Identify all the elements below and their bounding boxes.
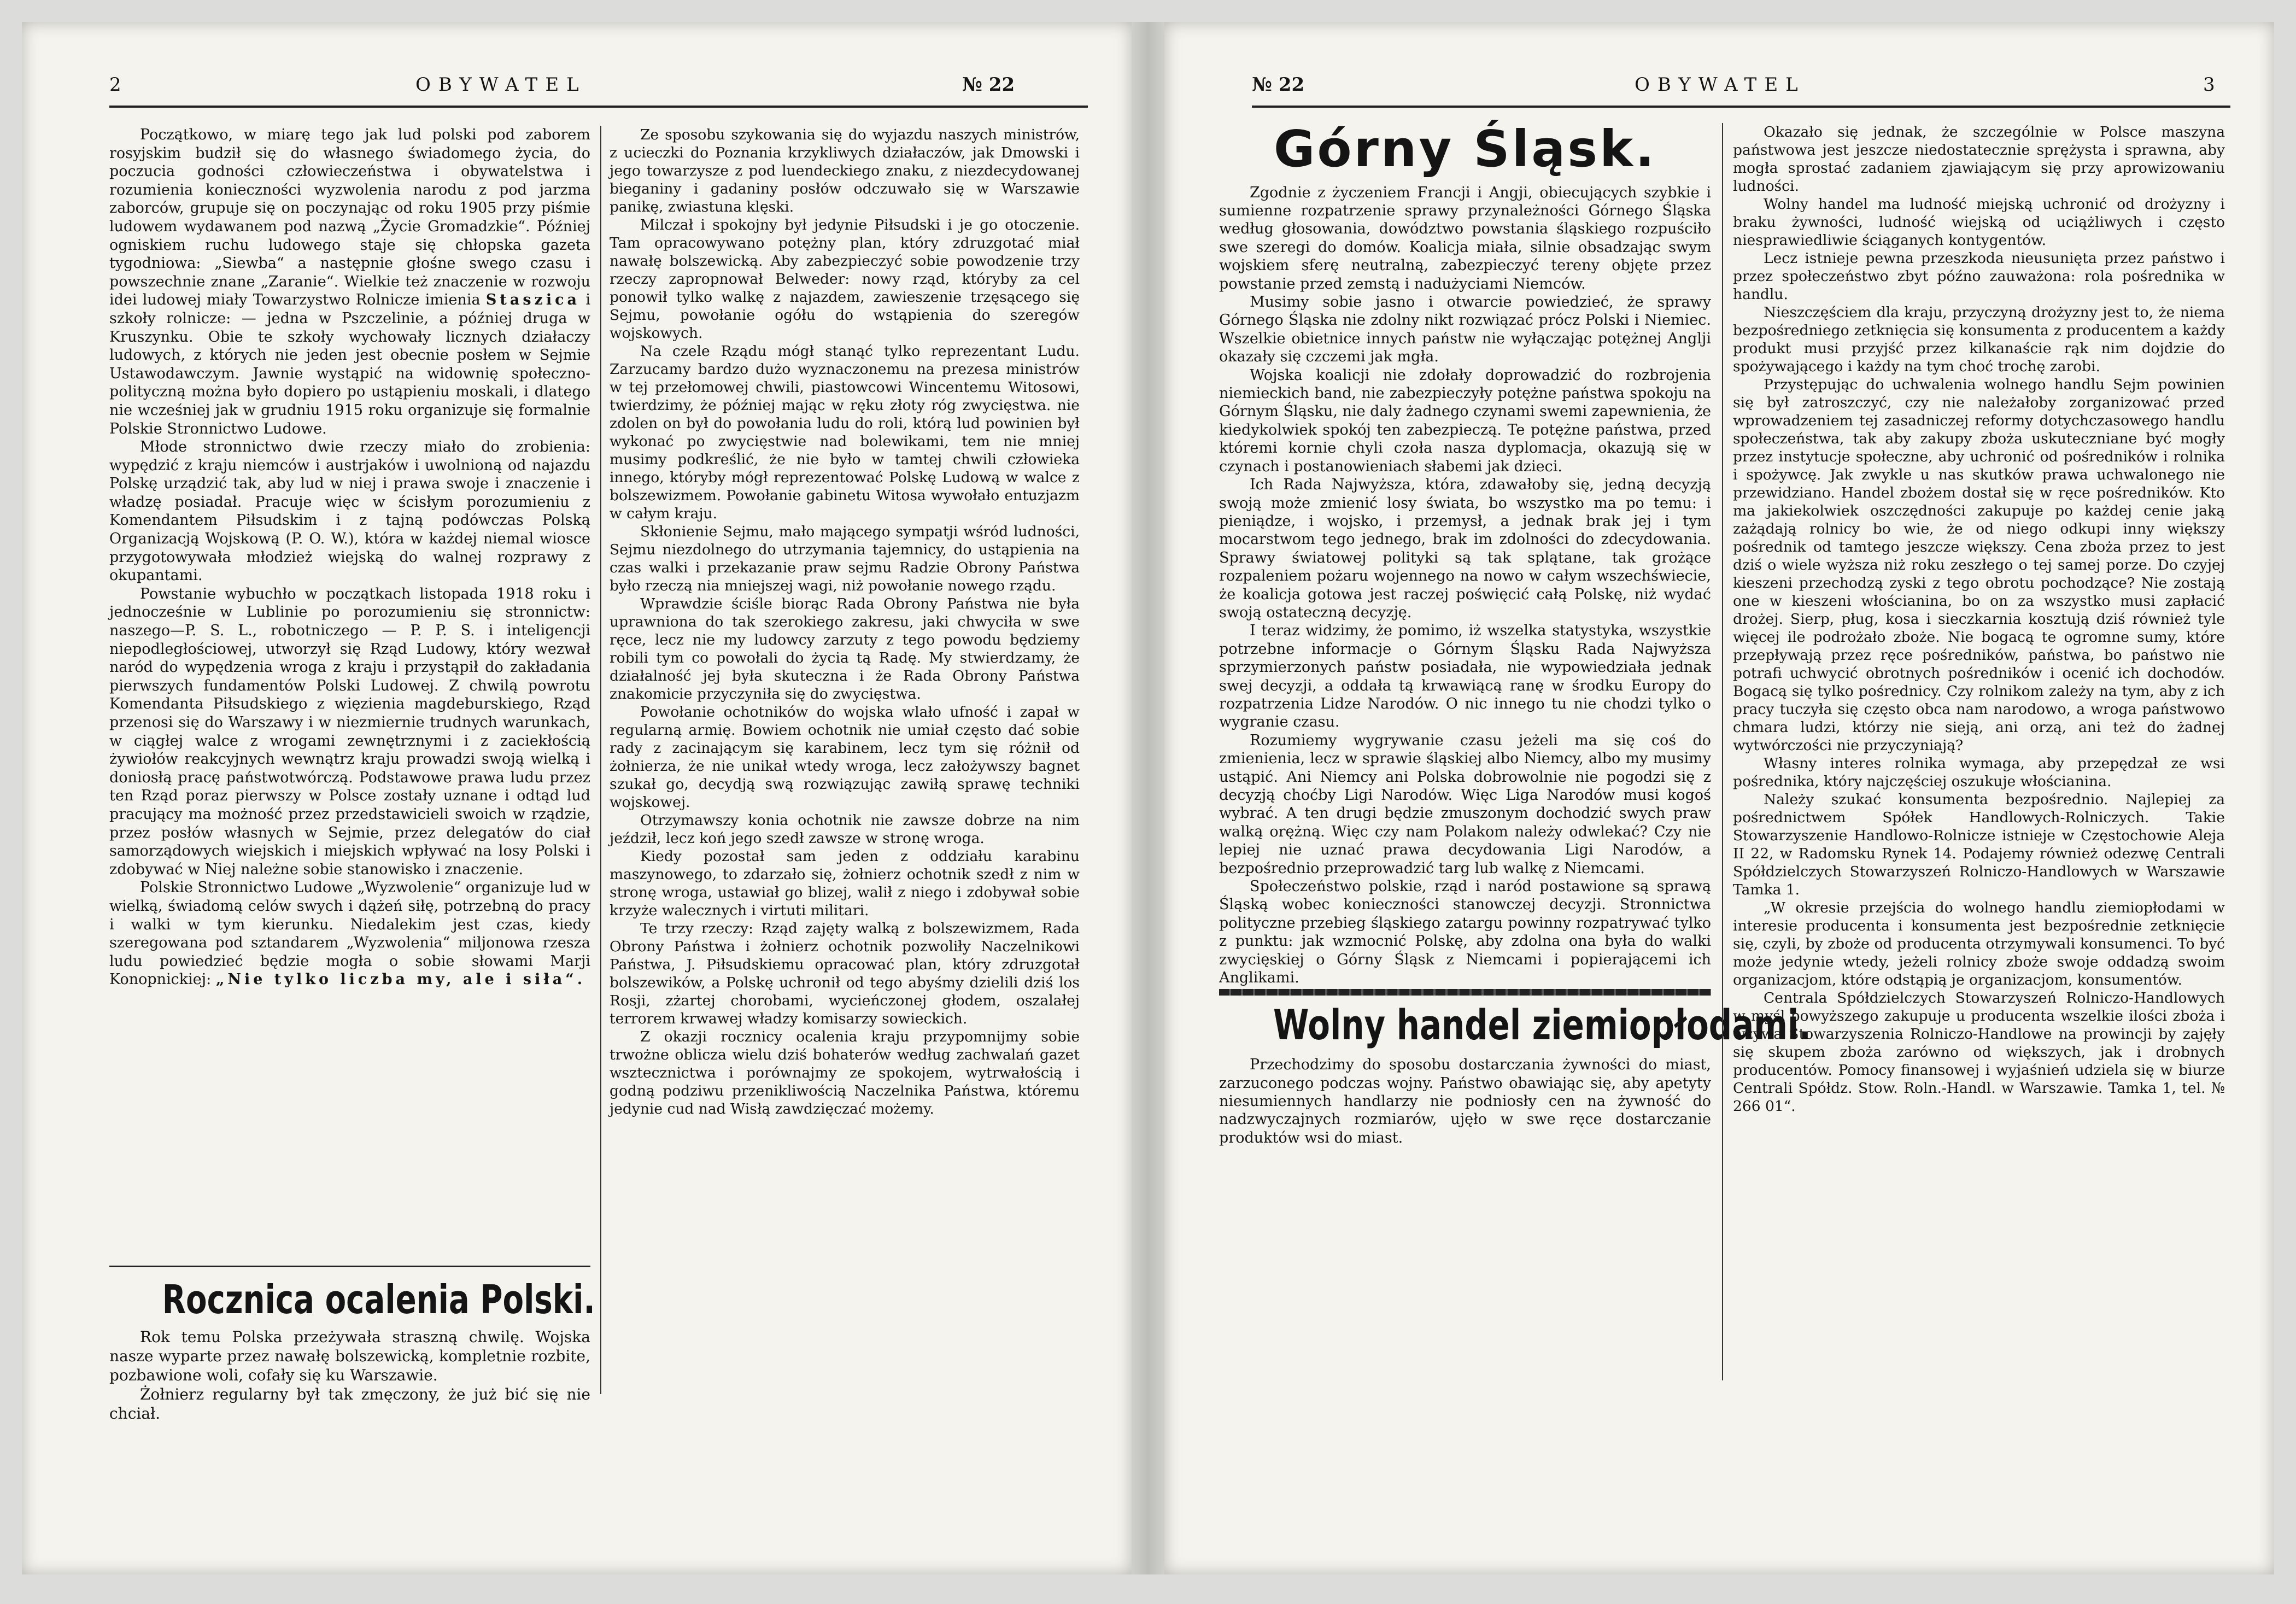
right-running-head <box>1252 74 2230 107</box>
article-headline: Rocznica ocalenia Polski. <box>162 1277 595 1322</box>
page-gutter <box>1132 22 1164 1574</box>
paragraph: Własny interes rolnika wymaga, aby przepędzał ze wsi pośrednika, który najczęściej oszukuje włościanina. <box>1733 755 2225 790</box>
paragraph: Te trzy rzeczy: Rząd zajęty walką z bolszewizmem, Rada Obrony Państwa i żołnierz ochotnik pozwoliły Naczelnikowi Państwa, J. Piłsudskiemu opracować plan, który zdruzgotał bolszewików, a Polskę uchronił od tego abyśmy dzielili dziś los Rosji, zżartej chorobami, wycieńczonej głodem, oszalałej terrorem krwawej władzy komisarzy sowieckich. <box>610 920 1080 1027</box>
paragraph: Musimy sobie jasno i otwarcie powiedzieć, że sprawy Górnego Śląska nie zdolny nikt rozwiązać prócz Polski i Niemiec. Wszelkie obietnice innych państw nie wyłączając potężnej Anglji okazały się czczemi jak mgła. <box>1219 294 1711 366</box>
ornamental-divider <box>1219 989 1711 996</box>
paragraph: Skłonienie Sejmu, mało mającego sympatji wśród ludności, Sejmu niezdolnego do utrzymania tajemnicy, do ustąpienia na czas walki i przekazanie praw sejmu Radzie Obrony Państwa było rzeczą nia mniejszej wagi, niż powołanie nowego rządu. <box>610 523 1080 594</box>
paragraph: Milczał i spokojny był jedynie Piłsudski i je go otoczenie. Tam opracowywano potężny plan, który zdruzgotać miał nawałę bolszewicką. Aby zabezpieczyć sobie powodzenie trzy rzeczy zapropnował Belweder: nowy rząd, któryby za cel ponowił tylko walkę z najazdem, zawieszenie trzęsącego się Sejmu, powołanie ogółu do wstąpienia do szeregów wojskowych. <box>610 216 1080 342</box>
paragraph: Z okazji rocznicy ocalenia kraju przypomnijmy sobie trwożne oblicza wielu dziś bohaterów według zachwalań gazet wsztecznictwa i porównajmy ze spokojem, wytrwałością i godną podziwu przenikliwością Naczelnika Państwa, któremu jedynie cud nad Wisłą zawdzięczać możemy. <box>610 1028 1080 1117</box>
paragraph: Wolny handel ma ludność miejską uchronić od drożyzny i braku żywności, ludność wiejską od uciążliwych i często niesprawiedliwie ściąganych kontygentów. <box>1733 196 2225 249</box>
left-page <box>22 22 1132 1574</box>
paragraph: Powstanie wybuchło w początkach listopada 1918 roku i jednocześnie w Lublinie po porozumieniu się stronnictw: naszego—P. S. L., robotniczego — P. P. S. i inteligencji niepodległościowej, utworzył się Rząd Ludowy, który wezwał naród do wypędzenia wroga z kraju i przystąpił do zakładania pierwszych fundamentów Polski Ludowej. Z chwilą powrotu Komendanta Piłsudskiego z więzienia magdeburskiego, Rząd przenosi się do Warszawy i w niezmiernie trudnych warunkach, w ciągłej walce z wrogami zewnętrznymi i z zaciekłością żywiołów reakcyjnych wewnątrz kraju prowadzi swoją wielką i doniosłą pracę państwotwórczą. Podstawowe prawa ludu przez ten Rząd poraz pierwszy w Polsce zostały uznane i odtąd lud pracujący ma możność przez przedstawicieli swoich w rządzie, przez posłów własnych w Sejmie, przez delegatów do ciał samorządowych wiejskich i miejskich wpływać na losy Polski i zdobywać w Niej należne sobie stanowisko i znaczenie. <box>109 585 590 878</box>
right-column-2 <box>1733 123 2225 1115</box>
section-divider <box>109 1266 590 1267</box>
gorny-slask-article <box>1219 120 1811 1147</box>
paragraph: I teraz widzimy, że pomimo, iż wszelka statystyka, wszystkie potrzebne informacje o Górnym Śląsku Rada Najwyższa sprzymierzonych państw posiadała, nie wypowiedziała jednak swej decyzji, a oddała tą krwawiącą ranę w środku Europy do rozpatrzenia Lidze Narodów. O nic innego tu nie chodzi tylko o wygranie czasu. <box>1219 622 1711 731</box>
column-rule <box>600 126 601 1394</box>
issue-number: № 22 <box>1252 74 1305 96</box>
paragraph: „W okresie przejścia do wolnego handlu ziemiopłodami w interesie producenta i konsumenta jest bezpośrednie zetknięcie się, czyli, by zboże od producenta otrzymywali konsumenci. To być może jedynie wtedy, jeżeli rolnicy zboże swoje oddadzą swoim organizacjom, które odstąpią je organizacjom, konsumentów. <box>1733 899 2225 988</box>
newspaper-title: OBYWATEL <box>1635 74 1806 96</box>
paragraph: Powołanie ochotników do wojska wlało ufność i zapał w regularną armię. Bowiem ochotnik nie umiał często dać sobie rady z zacinającym się karabinem, lecz tym się różnił od żołnierza, że nie unikał wtedy wroga, lecz założywszy bagnet szukał go, decydją swą rozwiązując zawiłą sprawę techniki wojskowej. <box>610 704 1080 811</box>
article-headline: Górny Śląsk. <box>1273 120 1657 178</box>
paragraph: Okazało się jednak, że szczególnie w Polsce maszyna państwowa jest jeszcze niedostatecznie sprężysta i sprawna, aby mogła sprostać zadaniem zjawiającym się przy aprowizowaniu ludności. <box>1733 124 2225 195</box>
left-running-head <box>109 74 1088 107</box>
paragraph: Kiedy pozostał sam jeden z oddziału karabinu maszynowego, to zdarzało się, żołnierz ochotnik szedł z nim w stronę wroga, ustawiał go blizej, walił z niego i zdobywał sobie krzyże walecznych i virtuti militari. <box>610 848 1080 919</box>
left-column-2 <box>610 126 1080 1118</box>
paragraph: Rozumiemy wygrywanie czasu jeżeli ma się coś do zmienienia, lecz w sprawie śląskiej albo Niemcy, albo my musimy ustąpić. Ani Niemcy ani Polska dobrowolnie nie pogodzi się z decyzją choćby Ligi Narodów. Więc Liga Narodów musi kogoś wybrać. A ten drugi będzie zmuszonym dochodzić swych praw walką orężną. Więc czy nam Polakom należy odwlekać? Czy nie lepiej nie uznać prawa decydowania Ligi Narodów, a bezpośrednio przeprowadzić targ lub walkę z Niemcami. <box>1219 731 1711 877</box>
paragraph: Zgodnie z życzeniem Francji i Angji, obiecujących szybkie i sumienne rozpatrzenie sprawy przynależności Górnego Śląska według głosowania, dowództwo powstania śląskiego rozpuściło swe szeregi do domów. Koalicja miała, silnie obsadzając swym wojskiem sferę neutralną, zabezpieczyć tereny objęte przez powstanie przed zemstą i nadużyciami Niemców. <box>1219 184 1711 292</box>
paragraph: Początkowo, w miarę tego jak lud polski pod zaborem rosyjskim budził się do własnego świadomego życia, do poczucia godności człowieczeństwa i obywatelstwa i rozumienia konieczności wyzwolenia narodu z pod jarzma zaborców, grupuje się on poczynając od roku 1905 przy piśmie ludowem wydawanem pod nazwą „Życie Gromadzkie“. Później ogniskiem ruchu ludowego staje się chłopska gazeta tygodniowa: „Siewba“ a następnie głośne swego czasu i powszechnie znane „Zaranie“. Wielkie też znaczenie w rozwoju idei ludowej miały Towarzystwo Rolnicze imienia Staszica i szkoły rolnicze: — jedna w Pszczelinie, a później druga w Kruszynku. Obie te szkoły wychowały licznych działaczy ludowych, z których nie jeden jest obecnie posłem w Sejmie Ustawodawczym. Jawnie wystąpić na widownię społeczno-polityczną można było dopiero po ustąpieniu moskali, i dlatego nie wcześniej jak w grudniu 1915 roku organizuje się formalnie Polskie Stronnictwo Ludowe. <box>109 126 590 437</box>
newspaper-title: OBYWATEL <box>415 74 587 96</box>
paragraph: Żołnierz regularny był tak zmęczony, że już bić się nie chciał. <box>109 1385 590 1422</box>
page-number: 2 <box>109 74 121 96</box>
paragraph: Należy szukać konsumenta bezpośrednio. Najlepiej za pośrednictwem Spółek Handlowych-Rolniczych. Takie Stowarzyszenie Handlowo-Rolnicze istnieje w Częstochowie Aleja II 22, w Radomsku Rynek 14. Podajemy również odezwę Centrali Spółdzielczych Stowarzyszeń Rolniczo-Handlowych w Warszawie Tamka 1. <box>1733 791 2225 898</box>
paragraph: Społeczeństwo polskie, rząd i naród postawione są sprawą Śląską wobec konieczności stanowczej decyzji. Stronnictwa polityczne przebieg śląskiego zatargu powinny rozpatrywać tylko z punktu: jak wzmocnić Polskę, aby zdolna ona była do walki zwycięskiej o Górny Śląsk z Niemcami i popierającemi ich Anglikami. <box>1219 878 1711 987</box>
rocznica-article <box>109 1277 595 1423</box>
paragraph: Młode stronnictwo dwie rzeczy miało do zrobienia: wypędzić z kraju niemców i austrjaków i uwolnioną od najazdu Polskę urządzić tak, aby lud w niej i prawa swoje i znaczenie i władzę posiadał. Pracuje więc w ścisłym porozumieniu z Komendantem Piłsudskim i z tajną podówczas Polską Organizacją Wojskową (P. O. W.), która w każdej niemal wiosce przygotowywała młodzież wiejską do walnej rozprawy z okupantami. <box>109 438 590 584</box>
paragraph: Lecz istnieje pewna przeszkoda nieusunięta przez państwo i przez społeczeństwo zbyt późno zauważona: rola pośrednika w handlu. <box>1733 250 2225 303</box>
paragraph: Otrzymawszy konia ochotnik nie zawsze dobrze na nim jeździł, lecz koń jego szedł zawsze w stronę wroga. <box>610 812 1080 847</box>
paragraph: Nieszczęściem dla kraju, przyczyną drożyzny jest to, że niema bezpośredniego zetknięcia się konsumenta z producentem a każdy produkt musi przyjść przez kilkanaście rąk nim dojdzie do spożywającego i każdy na tym choć trochę zarobi. <box>1733 304 2225 375</box>
paragraph: Ich Rada Najwyższa, która, zdawałoby się, jedną decyzją swoją może zmienić losy świata, bo wszystko ma po temu: i pieniądze, i wojsko, i przemysł, a jednak brak jej i tym mocarstwom tego jednego, brak im zdolności do zdecydowania. Sprawy światowej polityki są tak splątane, tak grożące rozpaleniem pożaru wojennego na nowo w całym wszechświecie, że koalicja gotowa jest raczej poświęcić całą Polskę, niż wydać swoją ostateczną decyzję. <box>1219 476 1711 621</box>
header-rule <box>1252 106 2230 108</box>
left-column-1 <box>109 126 590 989</box>
paragraph: Przechodzimy do sposobu dostarczania żywności do miast, zarzuconego podczas wojny. Państwo obawiając się, aby apetyty niesumiennych handlarzy nie podniosły cen na żywność do nadzwyczajnych rozmiarów, ujęło w swe ręce dostarczanie produktów wsi do miast. <box>1219 1056 1711 1146</box>
paragraph: Centrala Spółdzielczych Stowarzyszeń Rolniczo-Handlowych w myśl powyższego zakupuje u producenta wszelkie ilości zboża i wzywa Stowarzyszenia Rolniczo-Handlowe na prowincji by zajęły się skupem zboża zarówno od większych, jak i drobnych producentów. Pomocy finansowej i wyjaśnień udziela się w biurze Centrali Spółdz. Stow. Roln.-Handl. w Warszawie. Tamka 1, tel. № 266 01“. <box>1733 990 2225 1115</box>
column-rule <box>1722 123 1723 1380</box>
issue-number: № 22 <box>962 74 1015 96</box>
paragraph: Przystępując do uchwalenia wolnego handlu Sejm powinien się był zatroszczyć, czy nie należałoby zorganizować przed wprowadzeniem tej zasadniczej reformy dotychczasowego handlu społeczeństwa, tak aby zakupy zboża uskuteczniane być mogły przez instytucje społeczne, aby uchronić od pośredników i rolnika i spożywcę. Jak zwykle u nas skutków prawa uchwalonego nie przewidziano. Handel zbożem dostał się w ręce pośredników. Kto ma jakiekolwiek oszczędności zakupuje po każdej cenie jaką zażądają rolnicy bo wie, że od niego odkupi inny większy pośrednik od tamtego jeszcze większy. Cena zboża przez to jest dziś o wiele wyższa niż roku zeszłego o tej samej porze. Do czyjej kieszeni przechodzą zyski z tego obrotu pochodzące? Nie zostają one w kieszeni włościanina, bo on za wszystko musi zapłacić drożej. Sierp, pług, kosa i sieczkarnia kosztują dziś również tyle więcej ile podrożało zboże. Nie bogacą te ogromne sumy, które przepływają przez ręce pośredników, państwa, bo państwo nie potrafi uchwycić obrotnych pośredników i ocenić ich dochodów. Bogacą się tylko pośrednicy. Czy rolnikom zależy na tym, aby z ich pracy tuczyła się często obca nam narodowo, a wroga państwowo chmara ludzi, którzy nie sieją, ani orzą, ani też do żadnej wytwórczości nie przyczyniają? <box>1733 376 2225 754</box>
paragraph: Polskie Stronnictwo Ludowe „Wyzwolenie“ organizuje lud w wielką, świadomą celów swych i dążeń siłę, potrzebną do pracy i walki w tym kierunku. Niedalekim jest czas, kiedy szeregowana pod sztandarem „Wyzwolenia“ miljonowa rzesza ludu powiedzieć będzie mogła o sobie słowami Marji Konopnickiej: „Nie tylko liczba my, ale i siła“. <box>109 879 590 988</box>
header-rule <box>109 106 1088 108</box>
paragraph: Rok temu Polska przeżywała straszną chwilę. Wojska nasze wyparte przez nawałę bolszewicką, kompletnie rozbite, pozbawione woli, cofały się ku Warszawie. <box>109 1327 590 1384</box>
page-number: 3 <box>2203 74 2215 96</box>
paragraph: Na czele Rządu mógł stanąć tylko reprezentant Ludu. Zarzucamy bardzo dużo wyznaczonemu na prezesa ministrów w tej przełomowej chwili, piastowcowi Wincentemu Witosowi, twierdzimy, że później mając w ręku złoty róg zwycięstwa. nie zdolen on był do powołania ludu do roli, którą lud powinien był wykonać po zwycięstwie nad bolewikami, tem nie mniej musimy podkreślić, że nie było w tamtej chwili człowieka innego, któryby mógł reprezentować Polskę Ludową w walce z bolszewizmem. Powołanie gabinetu Witosa wywołało entuzjazm w całym kraju. <box>610 343 1080 522</box>
paragraph: Wojska koalicji nie zdołały doprowadzić do rozbrojenia niemieckich band, nie zabezpieczyły potężne państwa spokoju na Górnym Śląsku, nie daly żadnego czynami swemi zapewnienia, że kiedykolwiek spokój ten zabezpieczą. Te potężne państwa, przed któremi kornie chyli czoła nasza dyplomacja, okazują się w czynach i postanowieniach słabemi jak dzieci. <box>1219 366 1711 475</box>
paragraph: Ze sposobu szykowania się do wyjazdu naszych ministrów, z ucieczki do Poznania krzykliwych działaczów, jak Dmowski i jego towarzysze z pod luendeckiego znaku, z niezdecydowanej bieganiny i gadaniny posłów odczuwało się w Warszawie panikę, zwiastuna klęski. <box>610 126 1080 215</box>
paragraph: Wprawdzie ściśle biorąc Rada Obrony Państwa nie była uprawniona do tak szerokiego zakresu, jaki chwyciła w swe ręce, lecz nie my ludowcy zarzuty z tego powodu będziemy robili tym co powołali do życia tą Radę. My stwierdzamy, że działalność jej była skuteczna i że Rada Obrony Państwa znakomicie przyczyniła się do zwycięstwa. <box>610 595 1080 703</box>
right-page <box>1164 22 2274 1574</box>
article-headline: Wolny handel ziemiopłodami. <box>1273 1000 1811 1050</box>
